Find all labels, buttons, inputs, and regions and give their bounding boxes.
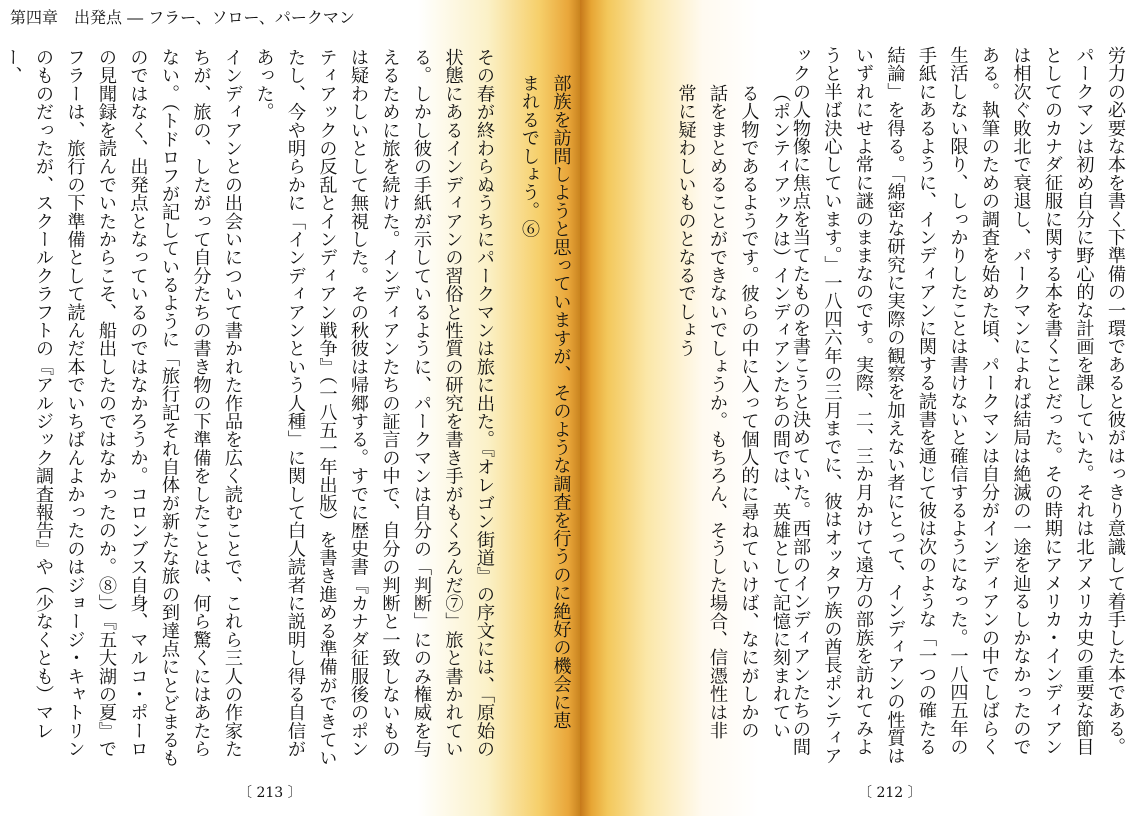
- page-number-left: 〔 213 〕: [238, 785, 302, 801]
- paragraph: インディアンとの出会いについて書かれた作品を広く読むことで、これら三人の作家たちが、旅の、したがって自分たちの書き物の下準備をしたことは、何ら驚くにはあたらない。（トドロフが記しているように「旅行記それ自体が新たな旅の到達点にとどまるものではなく、出発点となっているのではなかろうか。コロンブス自身、マルコ・ポーロの見聞録を読んでいたからこそ、船出したのではなかったのか。⑧」）『五大湖の夏』でフラーは、旅行の下準備として読んだ本でいちばんよかったのはジョージ・キャトリンのものだったが、スクールクラフトの『アルジック調査報告』や（少なくとも）マレー、: [1, 48, 243, 767]
- paragraph: その春が終わらぬうちにパークマンは旅に出た。『オレゴン街道』の序文には、「原始の状態にあるインディアンの習俗と性質の研究を書き手がもくろんだ⑦」旅と書かれている。しかし彼の手紙が示しているように、パークマンは自分の「判断」にのみ権威を与えるために旅を続けた。インディアンたちの証言の中で、自分の判断と一致しないものは疑わしいとして無視した。その秋彼は帰郷する。すでに歴史書『カナダ征服後のポンティアックの反乱とインディアン戦争』（一八五一年出版）を書き進める準備ができていたし、今や明らかに「インディアンという人種」に関して白人読者に説明し得る自信があった。: [253, 48, 495, 767]
- right-body-text: [781, 46, 1131, 770]
- block-quote-continuation: [484, 74, 580, 744]
- left-body-text: [0, 48, 500, 772]
- block-quote: [672, 84, 796, 754]
- running-head: 第四章 出発点 ― フラー、ソロー、パークマン: [10, 8, 355, 27]
- quote-text: （ポンティアックは）インディアンたちの間では、英雄として記憶に刻まれている人物であるようです。彼らの中に入って個人的に尋ねていけば、なにがしかの話をまとめることができないでしょうか。もちろん、そうした場合、信憑性は非常に疑わしいものとなるでしょう: [675, 84, 791, 740]
- quote-text: 部族を訪問しようと思っていますが、そのような調査を行うのに絶好の機会に恵まれるでしょう。⑥: [519, 74, 572, 730]
- paragraph: 労力の必要な本を書く下準備の一環であると彼がはっきり意識して着手した本である。パークマンは初め自分に野心的な計画を課していた。それは北アメリカ史の重要な節目としてのカナダ征服に関する本を書くことだった。その時期にアメリカ・インディアンは相次ぐ敗北で衰退し、パークマンによれば結局は絶滅の一途を辿るしかなかったのである。執筆のための調査を始めた頃、パークマンは自分がインディアンの中でしばらく生活しない限り、しっかりしたことは書けないと確信するようになった。一八四五年の手紙にあるように、インディアンに関する読書を通じて彼は次のような「一つの確たる結論」を得る。「綿密な研究に実際の観察を加えない者にとって、インディアンの性質はいずれにせよ常に謎のままなのです。実際、二、三か月かけて遠方の部族を訪れてみようと半ば決心しています。」一八四六年の三月までに、彼はオッタワ族の酋長ポンティアックの人物像に焦点を当てたものを書こうと決めていた。西部のインディアンたちの間: [790, 46, 1126, 765]
- page-number-right: 〔 212 〕: [858, 785, 922, 801]
